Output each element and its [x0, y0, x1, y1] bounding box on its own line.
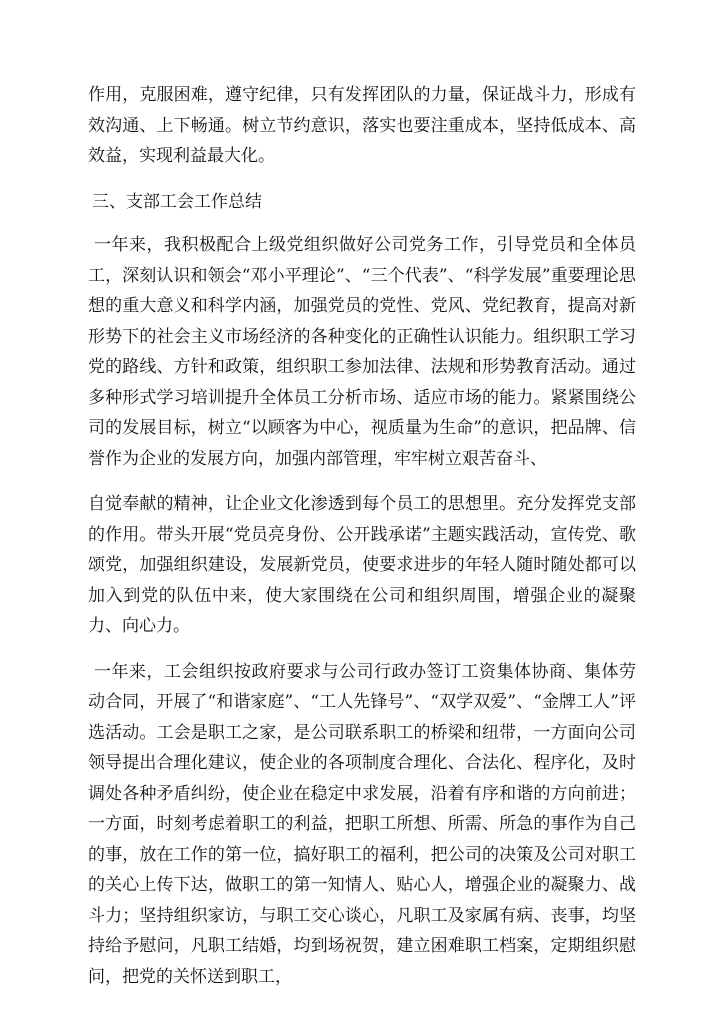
document-page — [88, 80, 636, 992]
paragraph-party-branch: 自觉奉献的精神，让企业文化渗透到每个员工的思想里。充分发挥党支部的作用。带头开展“党员亮身份、公开践承诺”主题实践活动，宣传党、歌颂党，加强组织建设，发展新党员，使要求进步的年轻人随时随处都可以加入到党的队伍中来，使大家围绕在公司和组织周围，增强企业的凝聚力、向心力。 — [88, 494, 636, 636]
paragraph-union-work: 一年来，工会组织按政府要求与公司行政办签订工资集体协商、集体劳动合同，开展了“和谐家庭”、“工人先锋号”、“双学双爱”、“金牌工人”评选活动。工会是职工之家，是公司联系职工的桥梁和纽带，一方面向公司领导提出合理化建议，使企业的各项制度合理化、合法化、程序化，及时调处各种矛盾纠纷，使企业在稳定中求发展，沿着有序和谐的方向前进；一方面，时刻考虑着职工的利益，把职工所想、所需、所急的事作为自己的事，放在工作的第一位，搞好职工的福利，把公司的决策及公司对职工的关心上传下达，做职工的第一知情人、贴心人，增强企业的凝聚力、战斗力；坚持组织家访，与职工交心谈心，凡职工及家属有病、丧事，均坚持给予慰问，凡职工结婚，均到场祝贺，建立困难职工档案，定期组织慰问，把党的关怀送到职工， — [88, 661, 636, 987]
paragraph-party-work: 一年来，我积极配合上级党组织做好公司党务工作，引导党员和全体员工，深刻认识和领会“邓小平理论”、“三个代表”、“科学发展”重要理论思想的重大意义和科学内涵，加强党员的党性、党风、党纪教育，提高对新形势下的社会主义市场经济的各种变化的正确性认识能力。组织职工学习党的路线、方针和政策，组织职工参加法律、法规和形势教育活动。通过多种形式学习培训提升全体员工分析市场、适应市场的能力。紧紧围绕公司的发展目标，树立“以顾客为中心，视质量为生命”的意识，把品牌、信誉作为企业的发展方向，加强内部管理，牢牢树立艰苦奋斗、 — [88, 235, 636, 469]
section-heading: 三、支部工会工作总结 — [92, 191, 262, 212]
paragraph-cost-awareness: 作用，克服困难，遵守纪律，只有发挥团队的力量，保证战斗力，形成有效沟通、上下畅通。树立节约意识，落实也要注重成本，坚持低成本、高效益，实现利益最大化。 — [88, 85, 636, 166]
